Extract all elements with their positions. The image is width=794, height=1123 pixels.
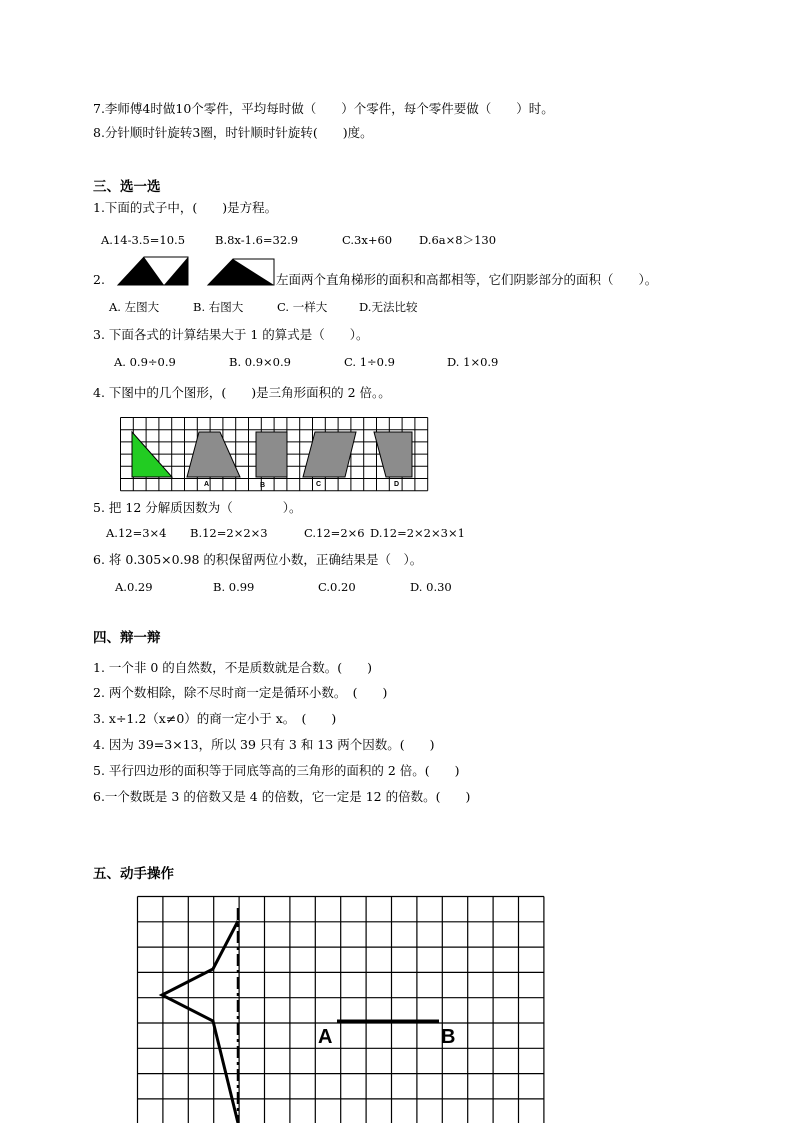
judge-item: 4. 因为 39=3×13，所以 39 只有 3 和 13 两个因数。( ) [93,737,435,752]
mc-question-2-options [109,299,417,315]
judge-item: 1. 一个非 0 的自然数，不是质数就是合数。( ) [93,660,373,675]
judge-item: 2. 两个数相除，除不尽时商一定是循环小数。 ( ) [93,685,388,700]
option-d: D.12=2×2×3×1 [370,526,465,540]
option-d: D.6a×8＞130 [419,233,497,247]
mc-question-1: 1.下面的式子中，( )是方程。 [93,200,278,215]
option-b: B. 0.99 [213,580,255,594]
question-8: 8.分针顺时针旋转3圈，时针顺时针旋转( )度。 [93,125,373,140]
option-c: C.3x+60 [342,233,393,247]
option-b: B.12=2×2×3 [190,526,268,540]
point-b-label: B [441,1026,456,1048]
point-a-label: A [318,1026,333,1048]
judge-item: 5. 平行四边形的面积等于同底等高的三角形的面积的 2 倍。( ) [93,763,460,778]
option-b: B. 右图大 [193,300,244,314]
half-figure [162,921,238,1123]
label-c: C [316,481,322,488]
drawing-grid [137,896,543,1123]
mc-question-6-options [115,579,452,595]
right-trapezoid [208,259,274,285]
label-a: A [204,481,210,488]
option-b: B.8x-1.6=32.9 [215,233,299,247]
trapezoid-figures [118,257,278,287]
option-a: A.14-3.5=10.5 [101,233,186,247]
shape-c [303,432,356,477]
mc-question-6: 6. 将 0.305×0.98 的积保留两位小数，正确结果是（ ）。 [93,552,423,567]
option-d: D. 1×0.9 [447,355,499,369]
section-3-title: 三、选一选 [93,179,161,195]
option-b: B. 0.9×0.9 [229,355,291,369]
mc-question-3: 3. 下面各式的计算结果大于 1 的算式是（ ）。 [93,327,369,342]
shape-b [256,432,287,477]
option-c: C. 1÷0.9 [344,355,395,369]
section-5-title: 五、动手操作 [93,866,174,882]
mc-question-5-options [106,525,465,541]
section-4-title: 四、辩一辩 [93,630,161,646]
shape-d [374,432,412,477]
option-c: C. 一样大 [277,300,328,314]
mc-question-2-number: 2. [93,272,105,287]
question-7: 7.李师傅4时做10个零件，平均每时做（ ）个零件，每个零件要做（ ）时。 [93,101,554,116]
option-a: A. 0.9÷0.9 [114,355,176,369]
shape-grid-figure [120,417,430,491]
left-trapezoid [118,257,188,285]
judge-item: 6.一个数既是 3 的倍数又是 4 的倍数，它一定是 12 的倍数。( ) [93,789,471,804]
judge-item: 3. x÷1.2（x≠0）的商一定小于 x。 ( ) [93,711,337,726]
option-c: C.0.20 [318,580,356,594]
mc-question-2: 左面两个直角梯形的面积和高都相等，它们阴影部分的面积（ ）。 [276,272,658,287]
option-d: D.无法比较 [359,300,418,314]
grid-lines [138,897,544,1123]
mc-question-3-options [114,354,498,370]
mc-question-1-options [101,232,496,248]
label-b: B [260,482,266,489]
option-c: C.12=2×6 [304,526,365,540]
option-a: A.12=3×4 [106,526,167,540]
option-d: D. 0.30 [410,580,452,594]
mc-question-5: 5. 把 12 分解质因数为（ ）。 [93,500,302,515]
option-a: A. 左图大 [109,300,160,314]
mc-question-4: 4. 下图中的几个图形，( )是三角形面积的 2 倍。。 [93,385,391,400]
option-a: A.0.29 [115,580,153,594]
label-d: D [394,481,400,488]
